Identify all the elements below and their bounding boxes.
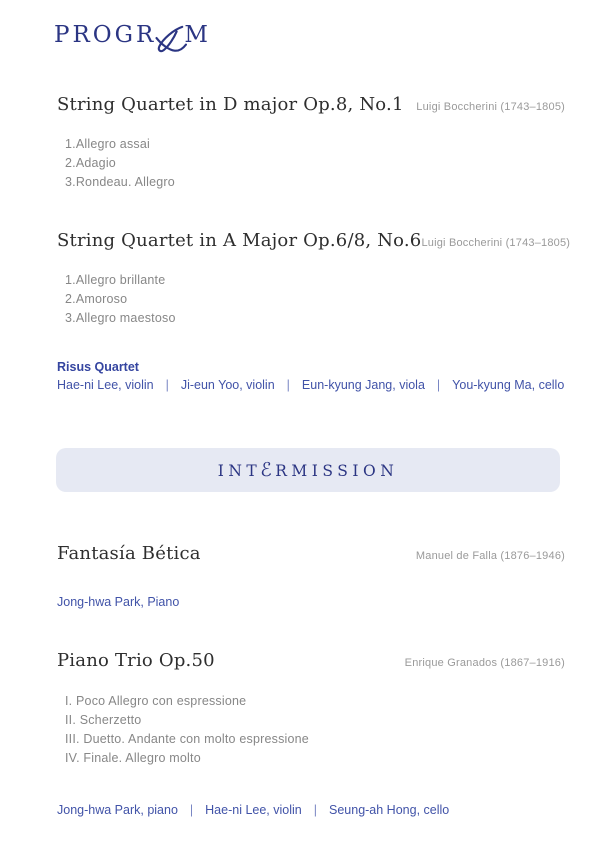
- intermission-pre: INT: [217, 461, 262, 480]
- composer-name: Luigi Boccherini (1743–1805): [416, 101, 565, 113]
- performer: Jong-hwa Park, piano: [57, 803, 178, 817]
- performers-line: [57, 595, 179, 609]
- piece-row: [57, 543, 565, 564]
- piece-title: String Quartet in A Major Op.6/8, No.6: [57, 230, 422, 251]
- performer: Eun-kyung Jang, viola: [301, 378, 425, 392]
- composer-name: Enrique Granados (1867–1916): [404, 657, 565, 669]
- piece-row: [57, 230, 571, 251]
- piece-row: [57, 94, 565, 115]
- movement-item: I. Poco Allegro con espressione: [65, 694, 247, 708]
- performer: Hae-ni Lee, violin: [205, 803, 302, 817]
- separator: |: [436, 377, 441, 393]
- separator: |: [286, 377, 290, 393]
- piece-title: Piano Trio Op.50: [57, 650, 215, 671]
- separator: |: [189, 802, 194, 818]
- movement-list: [65, 271, 176, 328]
- movement-item: II. Scherzetto: [65, 713, 142, 727]
- intermission-post: RMISSION: [275, 461, 399, 480]
- movement-item: 3.Allegro maestoso: [65, 311, 176, 325]
- movement-item: 1.Allegro assai: [65, 137, 150, 151]
- movement-item: 3.Rondeau. Allegro: [65, 175, 175, 189]
- ensemble-name: Risus Quartet: [57, 360, 139, 374]
- movement-item: 1.Allegro brillante: [65, 273, 166, 287]
- script-e-glyph: ℰ: [260, 458, 277, 481]
- movement-list: [65, 692, 309, 768]
- piece-title: String Quartet in D major Op.8, No.1: [57, 94, 404, 115]
- performer: Ji-eun Yoo, violin: [180, 378, 275, 392]
- composer-name: Luigi Boccherini (1743–1805): [421, 237, 571, 249]
- movement-list: [65, 135, 175, 192]
- page-title: [54, 22, 211, 48]
- movement-item: 2.Amoroso: [65, 292, 128, 306]
- intermission-label: [217, 458, 399, 481]
- separator: |: [313, 802, 317, 818]
- movement-item: IV. Finale. Allegro molto: [65, 751, 201, 765]
- script-a-glyph: [155, 25, 187, 53]
- performer: Jong-hwa Park, Piano: [57, 595, 180, 609]
- movement-item: 2.Adagio: [65, 156, 116, 170]
- piece-title: Fantasía Bética: [57, 543, 201, 564]
- movement-item: III. Duetto. Andante con molto espressione: [65, 732, 309, 746]
- performer: Seung-ah Hong, cello: [329, 803, 450, 817]
- performers-line: [57, 378, 564, 392]
- performers-line: [57, 803, 449, 817]
- separator: |: [165, 377, 169, 393]
- performer: Hae-ni Lee, violin: [57, 378, 154, 392]
- composer-name: Manuel de Falla (1876–1946): [415, 550, 565, 562]
- intermission-banner: [56, 448, 560, 492]
- page-title-pre: PROGR: [54, 22, 157, 48]
- piece-row: [57, 650, 565, 671]
- performer: You-kyung Ma, cello: [452, 378, 565, 392]
- page-title-post: M: [184, 22, 211, 48]
